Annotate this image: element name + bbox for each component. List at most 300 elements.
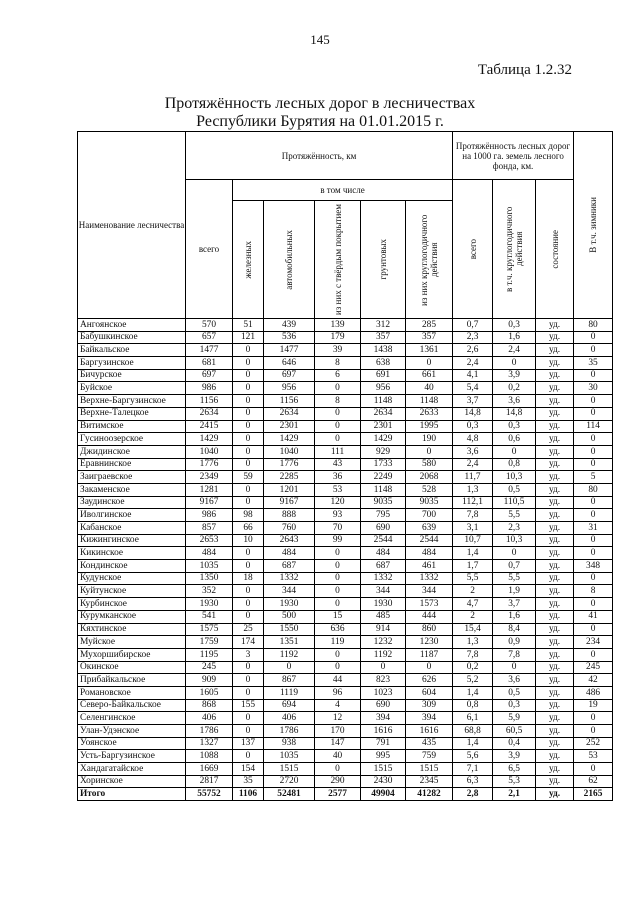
row-value: 1351 xyxy=(264,636,315,649)
row-value: 439 xyxy=(264,319,315,332)
row-value: 3,7 xyxy=(493,598,536,611)
row-value: 0,5 xyxy=(493,483,536,496)
row-value: 0 xyxy=(493,547,536,560)
row-value: 1232 xyxy=(361,636,406,649)
row-value: уд. xyxy=(536,496,574,509)
row-value: 98 xyxy=(233,509,264,522)
table-row xyxy=(78,483,613,496)
row-name: Витимское xyxy=(78,420,186,433)
row-name: Верхне-Талецкое xyxy=(78,407,186,420)
table-body xyxy=(78,319,613,801)
row-value: 31 xyxy=(574,522,613,535)
row-value: 1776 xyxy=(186,458,233,471)
row-value: 2165 xyxy=(574,788,613,801)
row-value: 5 xyxy=(574,471,613,484)
row-name: Заудинское xyxy=(78,496,186,509)
row-value: 0 xyxy=(233,598,264,611)
row-value: уд. xyxy=(536,686,574,699)
row-value: 1040 xyxy=(264,445,315,458)
row-value: 5,2 xyxy=(453,674,493,687)
row-value: 1429 xyxy=(186,433,233,446)
row-value: уд. xyxy=(536,623,574,636)
table-row xyxy=(78,623,613,636)
row-value: 0 xyxy=(574,445,613,458)
header-p-allyear: в т.ч. круглогодичного действия xyxy=(493,180,536,319)
row-value: 0 xyxy=(233,674,264,687)
row-value: 1573 xyxy=(406,598,453,611)
row-name: Гусиноозерское xyxy=(78,433,186,446)
row-value: 1148 xyxy=(361,483,406,496)
row-value: 0 xyxy=(361,661,406,674)
table-row xyxy=(78,509,613,522)
row-value: уд. xyxy=(536,636,574,649)
row-value: 484 xyxy=(264,547,315,560)
row-value: 0 xyxy=(315,598,361,611)
row-value: 11,7 xyxy=(453,471,493,484)
row-value: 3 xyxy=(233,648,264,661)
row-value: 4,8 xyxy=(453,433,493,446)
row-value: 759 xyxy=(406,750,453,763)
row-value: 5,6 xyxy=(453,750,493,763)
row-name: Бабушкинское xyxy=(78,331,186,344)
header-winter: В т.ч. зимники xyxy=(574,132,613,319)
table-row xyxy=(78,357,613,370)
row-value: 0 xyxy=(315,547,361,560)
header-per1000: Протяжённость лесных дорог на 1000 га. земель лесного фонда, км. xyxy=(453,132,574,180)
row-value: 986 xyxy=(186,382,233,395)
header-p-total: всего xyxy=(453,180,493,319)
row-name: Прибайкальское xyxy=(78,674,186,687)
row-value: уд. xyxy=(536,572,574,585)
row-value: 687 xyxy=(264,560,315,573)
row-value: 1035 xyxy=(264,750,315,763)
table-row xyxy=(78,661,613,674)
table-row xyxy=(78,395,613,408)
row-value: 112,1 xyxy=(453,496,493,509)
row-value: 60,5 xyxy=(493,725,536,738)
row-value: 1515 xyxy=(406,763,453,776)
row-value: 0 xyxy=(574,598,613,611)
row-value: 2 xyxy=(453,585,493,598)
row-value: 1930 xyxy=(264,598,315,611)
row-value: 0 xyxy=(574,763,613,776)
table-row xyxy=(78,407,613,420)
row-value: 0 xyxy=(574,395,613,408)
row-value: 52481 xyxy=(264,788,315,801)
row-value: 0 xyxy=(574,344,613,357)
row-value: уд. xyxy=(536,712,574,725)
row-value: 154 xyxy=(233,763,264,776)
row-value: уд. xyxy=(536,407,574,420)
row-value: 2,1 xyxy=(493,788,536,801)
row-name: Курбинское xyxy=(78,598,186,611)
row-value: 461 xyxy=(406,560,453,573)
row-value: 0,2 xyxy=(453,661,493,674)
row-value: 0 xyxy=(233,560,264,573)
row-name: Кабанское xyxy=(78,522,186,535)
row-value: уд. xyxy=(536,445,574,458)
row-value: 0 xyxy=(233,712,264,725)
row-value: 9167 xyxy=(186,496,233,509)
row-value: 15 xyxy=(315,610,361,623)
row-name: Хоринское xyxy=(78,775,186,788)
row-value: 4,7 xyxy=(453,598,493,611)
row-value: 1995 xyxy=(406,420,453,433)
row-value: 0 xyxy=(233,483,264,496)
row-value: 0 xyxy=(233,433,264,446)
row-value: 0 xyxy=(406,445,453,458)
row-value: 352 xyxy=(186,585,233,598)
table-row xyxy=(78,585,613,598)
header-hard: из них с твёрдым покрытием xyxy=(315,201,361,319)
row-value: уд. xyxy=(536,763,574,776)
table-row xyxy=(78,420,613,433)
row-value: 795 xyxy=(361,509,406,522)
row-value: 2,4 xyxy=(493,344,536,357)
row-value: уд. xyxy=(536,648,574,661)
row-value: 0,3 xyxy=(493,319,536,332)
row-value: 0 xyxy=(233,610,264,623)
row-value: 1,4 xyxy=(453,686,493,699)
row-value: 66 xyxy=(233,522,264,535)
row-name: Мухоршибирское xyxy=(78,648,186,661)
header-rail: железных xyxy=(233,201,264,319)
row-value: 0 xyxy=(315,560,361,573)
row-value: 6 xyxy=(315,369,361,382)
row-value: 657 xyxy=(186,331,233,344)
row-value: 1192 xyxy=(264,648,315,661)
row-value: уд. xyxy=(536,725,574,738)
row-value: 1195 xyxy=(186,648,233,661)
row-value: 14,8 xyxy=(453,407,493,420)
row-value: 1669 xyxy=(186,763,233,776)
row-value: 1350 xyxy=(186,572,233,585)
row-value: 1429 xyxy=(361,433,406,446)
row-value: 636 xyxy=(315,623,361,636)
row-value: 0 xyxy=(315,420,361,433)
header-length: Протяжённость, км xyxy=(186,132,453,180)
row-value: уд. xyxy=(536,585,574,598)
row-value: 1477 xyxy=(186,344,233,357)
row-value: уд. xyxy=(536,534,574,547)
row-value: 1332 xyxy=(264,572,315,585)
row-value: 938 xyxy=(264,737,315,750)
row-value: уд. xyxy=(536,458,574,471)
row-value: 0,2 xyxy=(493,382,536,395)
row-value: 1106 xyxy=(233,788,264,801)
row-name: Окинское xyxy=(78,661,186,674)
row-value: уд. xyxy=(536,674,574,687)
row-value: 0 xyxy=(233,357,264,370)
row-value: уд. xyxy=(536,344,574,357)
row-value: 0 xyxy=(233,585,264,598)
row-value: 147 xyxy=(315,737,361,750)
row-value: 3,9 xyxy=(493,750,536,763)
row-value: 691 xyxy=(361,369,406,382)
row-name: Романовское xyxy=(78,686,186,699)
row-value: 3,6 xyxy=(453,445,493,458)
row-value: 10,7 xyxy=(453,534,493,547)
row-value: 1230 xyxy=(406,636,453,649)
row-value: 0 xyxy=(406,661,453,674)
row-value: 867 xyxy=(264,674,315,687)
row-value: 9035 xyxy=(406,496,453,509)
row-value: 110,5 xyxy=(493,496,536,509)
row-value: 2634 xyxy=(361,407,406,420)
row-value: 6,5 xyxy=(493,763,536,776)
row-value: 485 xyxy=(361,610,406,623)
row-value: 2415 xyxy=(186,420,233,433)
row-value: 2,4 xyxy=(453,458,493,471)
row-value: 10,3 xyxy=(493,471,536,484)
row-value: 0 xyxy=(233,686,264,699)
row-value: уд. xyxy=(536,737,574,750)
row-value: 119 xyxy=(315,636,361,649)
row-value: 2249 xyxy=(361,471,406,484)
row-value: 1119 xyxy=(264,686,315,699)
row-value: 5,5 xyxy=(493,509,536,522)
row-value: 2 xyxy=(453,610,493,623)
row-value: 690 xyxy=(361,522,406,535)
table-row xyxy=(78,471,613,484)
row-value: 0 xyxy=(233,369,264,382)
row-value: 1759 xyxy=(186,636,233,649)
row-value: 5,5 xyxy=(493,572,536,585)
row-value: 0 xyxy=(574,369,613,382)
row-value: 394 xyxy=(361,712,406,725)
table-row xyxy=(78,674,613,687)
row-value: 760 xyxy=(264,522,315,535)
row-value: 9035 xyxy=(361,496,406,509)
row-value: 309 xyxy=(406,699,453,712)
row-value: 155 xyxy=(233,699,264,712)
row-value: 1477 xyxy=(264,344,315,357)
row-value: 51 xyxy=(233,319,264,332)
row-value: 1192 xyxy=(361,648,406,661)
table-row xyxy=(78,382,613,395)
row-value: 0,6 xyxy=(493,433,536,446)
row-value: 0 xyxy=(233,496,264,509)
row-value: уд. xyxy=(536,509,574,522)
row-name: Иволгинское xyxy=(78,509,186,522)
table-row xyxy=(78,775,613,788)
row-value: 1550 xyxy=(264,623,315,636)
row-value: 49904 xyxy=(361,788,406,801)
row-value: 1148 xyxy=(406,395,453,408)
row-value: 42 xyxy=(574,674,613,687)
row-value: 0 xyxy=(315,763,361,776)
table-row xyxy=(78,598,613,611)
row-value: 18 xyxy=(233,572,264,585)
table-row xyxy=(78,648,613,661)
table-row xyxy=(78,763,613,776)
row-value: 245 xyxy=(574,661,613,674)
row-name: Улан-Удэнское xyxy=(78,725,186,738)
row-value: 700 xyxy=(406,509,453,522)
row-value: уд. xyxy=(536,483,574,496)
row-value: 435 xyxy=(406,737,453,750)
row-value: 41 xyxy=(574,610,613,623)
row-value: 14,8 xyxy=(493,407,536,420)
row-value: 190 xyxy=(406,433,453,446)
row-value: 2544 xyxy=(361,534,406,547)
table-row xyxy=(78,522,613,535)
row-name: Заиграевское xyxy=(78,471,186,484)
row-value: 4 xyxy=(315,699,361,712)
row-value: 19 xyxy=(574,699,613,712)
row-value: 0,9 xyxy=(493,636,536,649)
row-value: 0,3 xyxy=(493,420,536,433)
table-title xyxy=(0,95,640,131)
row-value: уд. xyxy=(536,699,574,712)
table-row xyxy=(78,725,613,738)
row-value: 823 xyxy=(361,674,406,687)
row-value: 41282 xyxy=(406,788,453,801)
row-value: 0 xyxy=(233,445,264,458)
row-value: 604 xyxy=(406,686,453,699)
row-value: 1156 xyxy=(264,395,315,408)
row-value: 0,4 xyxy=(493,737,536,750)
row-value: 1187 xyxy=(406,648,453,661)
row-value: 1023 xyxy=(361,686,406,699)
row-value: 1,4 xyxy=(453,737,493,750)
title-line-1: Протяжённость лесных дорог в лесничествах xyxy=(164,95,476,112)
row-value: уд. xyxy=(536,661,574,674)
header-ground: грунтовых xyxy=(361,201,406,319)
row-value: уд. xyxy=(536,522,574,535)
row-value: 687 xyxy=(361,560,406,573)
row-value: 2,6 xyxy=(453,344,493,357)
row-value: 694 xyxy=(264,699,315,712)
row-value: 1776 xyxy=(264,458,315,471)
row-value: уд. xyxy=(536,319,574,332)
row-value: 2634 xyxy=(264,407,315,420)
row-value: 681 xyxy=(186,357,233,370)
row-name: Закаменское xyxy=(78,483,186,496)
row-value: уд. xyxy=(536,433,574,446)
row-value: 444 xyxy=(406,610,453,623)
row-value: 80 xyxy=(574,319,613,332)
row-value: 0 xyxy=(233,725,264,738)
row-value: 174 xyxy=(233,636,264,649)
row-name: Итого xyxy=(78,788,186,801)
row-value: 7,8 xyxy=(493,648,536,661)
row-value: 0,7 xyxy=(453,319,493,332)
row-value: 0 xyxy=(233,458,264,471)
row-value: 1515 xyxy=(361,763,406,776)
row-value: 484 xyxy=(186,547,233,560)
row-value: 179 xyxy=(315,331,361,344)
row-value: 7,8 xyxy=(453,509,493,522)
row-value: 2301 xyxy=(264,420,315,433)
row-value: уд. xyxy=(536,420,574,433)
row-name: Кондинское xyxy=(78,560,186,573)
row-value: 956 xyxy=(361,382,406,395)
row-value: 3,6 xyxy=(493,674,536,687)
row-value: 4,1 xyxy=(453,369,493,382)
row-value: 2634 xyxy=(186,407,233,420)
row-value: 55752 xyxy=(186,788,233,801)
row-name: Кудунское xyxy=(78,572,186,585)
row-value: 1327 xyxy=(186,737,233,750)
table-row xyxy=(78,636,613,649)
row-value: 1332 xyxy=(361,572,406,585)
roads-table xyxy=(77,131,613,801)
row-value: 8 xyxy=(315,357,361,370)
row-value: 484 xyxy=(361,547,406,560)
row-value: 2577 xyxy=(315,788,361,801)
table-number: Таблица 1.2.32 xyxy=(477,62,572,78)
row-value: 1332 xyxy=(406,572,453,585)
row-value: 857 xyxy=(186,522,233,535)
row-value: 53 xyxy=(574,750,613,763)
row-value: 1,4 xyxy=(453,547,493,560)
row-value: 6,3 xyxy=(453,775,493,788)
row-value: 0 xyxy=(315,661,361,674)
row-value: 0 xyxy=(315,572,361,585)
row-value: 39 xyxy=(315,344,361,357)
row-value: 486 xyxy=(574,686,613,699)
row-value: 0 xyxy=(233,420,264,433)
row-value: 2285 xyxy=(264,471,315,484)
row-value: 15,4 xyxy=(453,623,493,636)
row-value: уд. xyxy=(536,610,574,623)
row-value: 406 xyxy=(264,712,315,725)
row-value: 2068 xyxy=(406,471,453,484)
row-value: 59 xyxy=(233,471,264,484)
row-value: 1575 xyxy=(186,623,233,636)
row-value: 0 xyxy=(233,750,264,763)
row-name: Уоянское xyxy=(78,737,186,750)
row-value: 43 xyxy=(315,458,361,471)
row-name: Северо-Байкальское xyxy=(78,699,186,712)
table-row xyxy=(78,686,613,699)
row-value: 868 xyxy=(186,699,233,712)
row-value: 1148 xyxy=(361,395,406,408)
row-value: 0,3 xyxy=(493,699,536,712)
row-value: 0 xyxy=(493,445,536,458)
row-value: 312 xyxy=(361,319,406,332)
row-value: 528 xyxy=(406,483,453,496)
row-value: 10 xyxy=(233,534,264,547)
row-value: 0 xyxy=(574,572,613,585)
row-value: 2,3 xyxy=(453,331,493,344)
table-row xyxy=(78,496,613,509)
row-value: уд. xyxy=(536,560,574,573)
row-value: 570 xyxy=(186,319,233,332)
title-line-2: Республики Бурятия на 01.01.2015 г. xyxy=(196,113,444,130)
row-value: 484 xyxy=(406,547,453,560)
row-value: уд. xyxy=(536,788,574,801)
row-value: 8 xyxy=(574,585,613,598)
row-value: 956 xyxy=(264,382,315,395)
row-value: 909 xyxy=(186,674,233,687)
row-value: 986 xyxy=(186,509,233,522)
row-value: уд. xyxy=(536,775,574,788)
row-value: 0 xyxy=(315,648,361,661)
row-value: 394 xyxy=(406,712,453,725)
row-value: 0,7 xyxy=(493,560,536,573)
table-row xyxy=(78,458,613,471)
row-value: 929 xyxy=(361,445,406,458)
table-row xyxy=(78,445,613,458)
row-value: 2544 xyxy=(406,534,453,547)
row-value: 0 xyxy=(233,344,264,357)
row-value: 7,1 xyxy=(453,763,493,776)
row-value: 2,8 xyxy=(453,788,493,801)
row-value: 0 xyxy=(233,395,264,408)
row-value: 348 xyxy=(574,560,613,573)
